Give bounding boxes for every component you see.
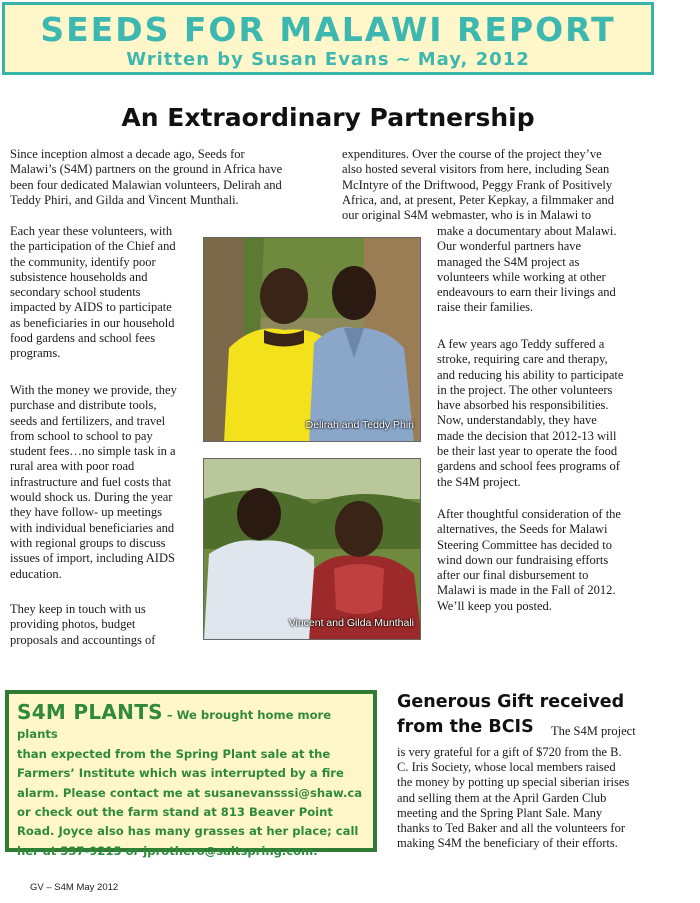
text-line: Our wonderful partners have: [437, 239, 582, 254]
text-line: the money by potting up special siberian irises: [397, 775, 630, 790]
text-line: student fees…no simple task in a: [10, 444, 176, 459]
text-line: rural area with poor road: [10, 459, 135, 474]
photo-illustration-couple-2: [204, 459, 421, 640]
plants-title: S4M PLANTS: [17, 700, 163, 724]
text-line: the S4M project.: [437, 474, 521, 489]
text-line: Now, understandably, they have: [437, 413, 597, 428]
text-line: also hosted several visitors from here, including Sean: [342, 162, 610, 177]
photo-caption: Delirah and Teddy Phiri: [305, 419, 414, 431]
text-line: from school to school to pay: [10, 428, 153, 443]
text-line: made the decision that 2012-13 will: [437, 428, 617, 443]
gift-title-line-2: from the BCIS: [397, 717, 534, 737]
text-line: food gardens and school fees: [10, 331, 156, 346]
photo-illustration-couple-1: [204, 238, 421, 442]
photo-caption: Vincent and Gilda Munthali: [288, 617, 414, 629]
gift-paragraph: [397, 745, 677, 851]
text-line: proposals and accountings of: [10, 632, 156, 647]
text-line: Farmers’ Institute which was interrupted by a fire: [17, 766, 344, 781]
left-paragraph-3: [10, 383, 205, 582]
plants-dash: –: [166, 708, 173, 722]
plants-email-line: alarm. Please contact me at susanevansssi@shaw.ca: [17, 785, 363, 800]
text-line: expenditures. Over the course of the project they’ve: [342, 147, 602, 161]
right-paragraph-2: [437, 337, 677, 490]
text-line: endeavours to earn their livings and: [437, 285, 616, 300]
text-line: managed the S4M project as: [437, 254, 580, 269]
text-line: meeting and the Spring Plant Sale. Many: [397, 805, 603, 820]
text-line: We’ll keep you posted.: [437, 598, 552, 613]
text-line: infrastructure and fuel costs that: [10, 474, 172, 489]
right-paragraph-1-continued: [437, 224, 677, 316]
plants-lead: We brought home more plants: [17, 708, 332, 742]
text-line: thanks to Ted Baker and all the volunteers for: [397, 821, 625, 836]
text-line: alternatives, the Seeds for Malawi: [437, 522, 608, 537]
left-paragraph-4: [10, 602, 205, 648]
plants-contact-line: her at 537-9215 or jprothero@saltspring.com.: [17, 843, 318, 858]
text-line: they have follow- up meetings: [10, 505, 163, 520]
gift-inline-text: The S4M project: [551, 724, 636, 738]
text-line: impacted by AIDS to participate: [10, 300, 172, 315]
text-line: and reducing his ability to participate: [437, 367, 624, 382]
masthead-title: SEEDS FOR MALAWI REPORT: [40, 10, 616, 49]
text-line: after our final disbursement to: [437, 568, 589, 583]
masthead-date: May, 2012: [417, 49, 530, 70]
text-line: subsistence households and: [10, 269, 148, 284]
text-line: would shock us. During the year: [10, 490, 173, 505]
masthead-separator: ~: [395, 49, 412, 70]
text-line: C. Iris Society, whose local members raised: [397, 760, 616, 775]
text-line: issues of import, including AIDS: [10, 551, 175, 566]
gift-title: Generous Gift received: [397, 692, 625, 712]
text-line: be their last year to operate the food: [437, 444, 618, 459]
left-paragraph-1: [10, 147, 330, 208]
text-line: providing photos, budget: [10, 617, 136, 632]
text-line: Road. Joyce also has many grasses at her place; call: [17, 824, 359, 839]
text-line: the participation of the Chief and: [10, 239, 176, 254]
text-line: been four dedicated Malawian volunteers, Delirah and: [10, 177, 282, 192]
text-line: than expected from the Spring Plant sale at the: [17, 746, 331, 761]
right-paragraph-1: [342, 147, 672, 223]
masthead-subtitle: [5, 49, 651, 71]
page-footer: GV – S4M May 2012: [30, 882, 119, 893]
right-paragraph-3: [437, 507, 677, 614]
text-line: volunteers while working at other: [437, 269, 606, 284]
text-line: the community, identify poor: [10, 254, 156, 269]
plants-notice-box: [5, 690, 377, 858]
text-line: programs.: [10, 346, 61, 361]
text-line: in the project. The other volunteers: [437, 382, 613, 397]
text-line: with individual beneficiaries and: [10, 520, 175, 535]
text-line: McIntyre of the Driftwood, Peggy Frank of Positively: [342, 177, 613, 192]
text-line: raise their families.: [437, 300, 534, 315]
text-line: wind down our fundraising efforts: [437, 552, 609, 567]
text-line: Malawi is made in the Fall of 2012.: [437, 583, 616, 598]
masthead: [2, 2, 654, 75]
text-line: or check out the farm stand at 813 Beaver Point: [17, 805, 333, 820]
text-line: have absorbed his responsibilities.: [437, 398, 609, 413]
left-paragraph-2: [10, 224, 205, 362]
text-line: is very grateful for a gift of $720 from the B.: [397, 745, 622, 759]
text-line: making S4M the beneficiary of their efforts.: [397, 836, 618, 851]
text-line: education.: [10, 566, 62, 581]
text-line: gardens and school fees programs of: [437, 459, 620, 474]
text-line: our original S4M webmaster, who is in Malawi to: [342, 208, 592, 223]
article-headline: An Extraordinary Partnership: [121, 103, 535, 132]
text-line: secondary school students: [10, 285, 141, 300]
text-line: After thoughtful consideration of the: [437, 507, 621, 521]
text-line: Each year these volunteers, with: [10, 224, 173, 238]
text-line: with regional groups to discuss: [10, 535, 166, 550]
text-line: They keep in touch with us: [10, 602, 146, 616]
text-line: Malawi’s (S4M) partners on the ground in Africa have: [10, 162, 283, 177]
text-line: and selling them at the April Garden Club: [397, 790, 607, 805]
text-line: as beneficiaries in our household: [10, 315, 175, 330]
masthead-author: Written by Susan Evans: [126, 49, 390, 70]
text-line: stroke, requiring care and therapy,: [437, 352, 608, 367]
plants-first-line: [17, 700, 365, 745]
text-line: Teddy Phiri, and Gilda and Vincent Munthali.: [10, 192, 239, 207]
photo-delirah-and-teddy: [203, 237, 421, 442]
text-line: A few years ago Teddy suffered a: [437, 337, 605, 351]
text-line: purchase and distribute tools,: [10, 398, 157, 413]
text-line: Steering Committee has decided to: [437, 537, 612, 552]
photo-vincent-and-gilda: [203, 458, 421, 640]
text-line: Since inception almost a decade ago, Seeds for: [10, 147, 245, 161]
text-line: make a documentary about Malawi.: [437, 224, 617, 238]
text-line: seeds and fertilizers, and travel: [10, 413, 166, 428]
text-line: Africa, and, at present, Peter Kepkay, a filmmaker and: [342, 192, 614, 207]
text-line: With the money we provide, they: [10, 383, 177, 397]
